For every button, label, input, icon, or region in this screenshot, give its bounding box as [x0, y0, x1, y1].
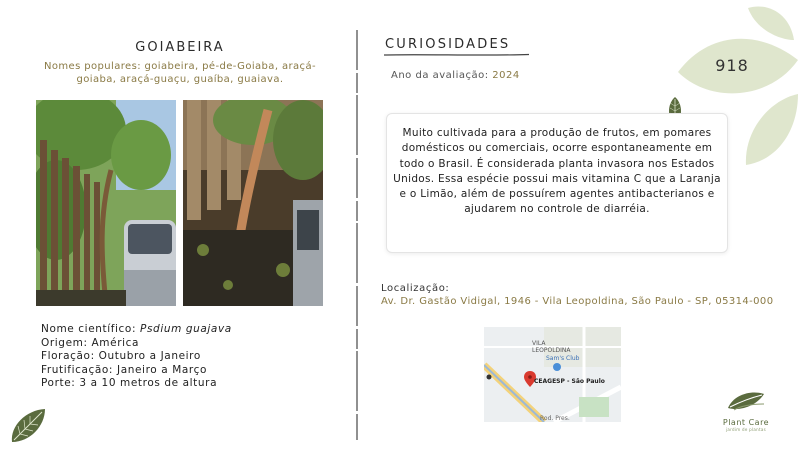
popular-names: Nomes populares: goiabeira, pé-de-Goiaba, araçá-goiaba, araçá-guaçu, guaíba, guaiava.	[44, 61, 316, 85]
vertical-divider	[355, 30, 359, 440]
plant-photo-2	[183, 100, 323, 306]
title-underline	[384, 53, 529, 57]
flowering-row: Floração: Outubro a Janeiro	[41, 350, 201, 363]
year-value: 2024	[492, 70, 520, 81]
scientific-name-row	[41, 323, 232, 337]
location-map[interactable]	[484, 327, 621, 422]
store-pin-icon	[553, 363, 561, 371]
scientific-value: Psdium guajava	[140, 323, 232, 335]
plant-info	[41, 323, 232, 391]
evaluation-year	[391, 70, 520, 81]
year-label: Ano da avaliação:	[391, 70, 489, 81]
location-address: Av. Dr. Gastão Vidigal, 1946 - Vila Leopoldina, São Paulo - SP, 05314-000	[381, 296, 774, 307]
brand-leaf-icon	[726, 390, 766, 412]
map-store: Sam's Club	[546, 355, 580, 362]
leaf-bottom	[746, 94, 798, 165]
plant-number: 918	[715, 56, 749, 75]
leaf-top	[748, 6, 794, 40]
location-label: Localização:	[381, 283, 450, 294]
fruiting-row: Frutificação: Janeiro a Março	[41, 363, 207, 376]
map-place: CEAGESP - São Paulo	[534, 378, 605, 385]
brand-tagline: jardim de plantas	[725, 427, 767, 432]
plant-photo-1	[36, 100, 176, 306]
size-row: Porte: 3 a 10 metros de altura	[41, 377, 218, 390]
plant-title: GOIABEIRA	[135, 40, 225, 55]
map-district-line-2: LEOPOLDINA	[532, 347, 571, 354]
curiosity-card	[386, 113, 728, 253]
section-title: CURIOSIDADES	[385, 37, 511, 52]
map-district-line-1: VILA	[532, 340, 546, 347]
brand-logo	[716, 390, 776, 432]
bottom-leaf-icon	[8, 406, 48, 446]
scientific-label: Nome científico:	[41, 323, 137, 335]
map-road: Rod. Pres.	[540, 415, 570, 422]
brand-name: Plant Care	[722, 418, 770, 427]
origin-row: Origem: América	[41, 336, 140, 349]
curiosity-text: Muito cultivada para a produção de frutos, em pomares domésticos ou comerciais, ocorre espontaneamente em todo o Brasil. É considerada planta invasora nos Estados Unidos. Essa espécie possui mais vitamina C que a Laranja e o Limão, além de possuírem agentes antibacterianos e ajudarem no controle de diarréia.	[393, 127, 721, 216]
